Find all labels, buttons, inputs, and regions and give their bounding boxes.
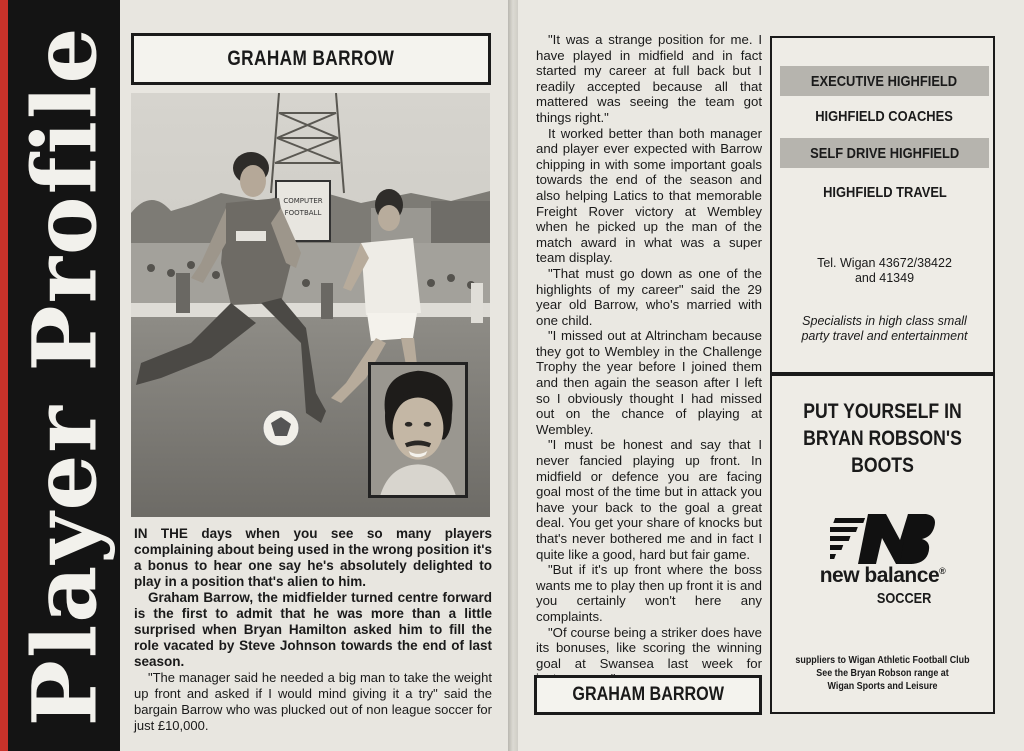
player-name-footer-text: GRAHAM BARROW — [572, 684, 724, 705]
ad-telephone — [772, 256, 997, 286]
body-paragraph-1: "The manager said he needed a big man to take the weight up front and asked if I would mind giving it a try" said the bargain Barrow who was plucked out of non league soccer for just £10,000. — [134, 670, 492, 733]
article-paragraph: "I must be honest and say that I never fancied playing up front. In midfield or defence you are facing goal most of the time but in attack you have your back to the goal a great deal. You get your share of knocks but that's never bothered me and in fact I quite like a good, hard but fair game. — [536, 437, 762, 562]
nb-registered-mark: ® — [939, 566, 946, 576]
sign-text-1: COMPUTER — [283, 197, 323, 205]
ad-specialists-line-2: party travel and entertainment — [801, 329, 968, 343]
article-paragraph: "That must go down as one of the highlights of my career" said the 29 year old Barrow, who's married with one child. — [536, 265, 762, 328]
ad-line-coaches-text: HIGHFIELD COACHES — [815, 107, 954, 125]
intro-paragraph-2: Graham Barrow, the midfielder turned centre forward is the first to admit that he was more than a little surprised when Bryan Hamilton asked him to fill the role vacated by Steve Johnson towards the end of last season. — [134, 590, 492, 669]
ad-line-executive-text: EXECUTIVE HIGHFIELD — [811, 72, 958, 90]
article-paragraph: "But if it's up front where the boss wants me to play then up front it is and you certainly won't here any complaints. — [536, 562, 762, 624]
nb-suppliers-text — [772, 654, 993, 693]
ad-line-selfdrive — [780, 138, 989, 168]
ad-specialists — [772, 314, 997, 344]
portrait-inset — [368, 362, 468, 498]
article-right-column — [536, 32, 762, 687]
player-name-footer — [534, 675, 762, 715]
article-paragraph: "I missed out at Altrincham because they got to Wembley in the Challenge Trophy the year before I joined them and then again the season after I left so I obviously thought I had missed out on the chance of playing at Wembley. — [536, 328, 762, 437]
article-paragraph: It worked better than both manager and player ever expected with Barrow chipping in with some important goals towards the end of the season and also helping Latics to that memorable Freight Rover victory at Wembley when he picked up the man of the match award in what was a super team display. — [536, 125, 762, 266]
article-paragraph: "It was a strange position for me. I have played in midfield and in fact started my career at full back but I readily accepted because all that mattered was seeing the team got things right." — [536, 32, 762, 125]
ad-telephone-line-2: and 41349 — [854, 271, 915, 285]
nb-headline-line-3: BOOTS — [851, 454, 914, 477]
portrait-image — [371, 365, 465, 495]
nb-brand-text: new balance — [819, 564, 940, 587]
ad-line-travel — [780, 178, 989, 206]
nb-soccer-label: SOCCER — [876, 590, 932, 607]
ad-line-executive — [780, 66, 989, 96]
sign-text-2: FOOTBALL — [284, 209, 322, 217]
ad-line-selfdrive-text: SELF DRIVE HIGHFIELD — [809, 144, 960, 162]
nb-headline-line-1: PUT YOURSELF IN — [803, 400, 962, 423]
nb-brand-name — [772, 564, 993, 588]
nb-foot-line-3: Wigan Sports and Leisure — [827, 680, 938, 692]
intro-paragraph-1: IN THE days when you see so many players complaining about being used in the wrong position it's a bonus to hear one say he's absolutely delighted to play in a position that's alien to him. — [134, 526, 492, 589]
player-name-text: GRAHAM BARROW — [227, 47, 395, 70]
new-balance-logo-icon — [830, 510, 935, 568]
nb-foot-line-2: See the Bryan Robson range at — [816, 667, 949, 679]
red-edge-strip — [0, 0, 8, 751]
ad-line-travel-text: HIGHFIELD TRAVEL — [822, 183, 947, 201]
player-name-heading — [131, 33, 491, 85]
article-paragraph: "Of course being a striker does have its bonuses, like scoring the winning goal at Swansea last week for — [536, 624, 762, 671]
side-title — [8, 0, 120, 751]
page-spine — [508, 0, 518, 751]
nb-headline — [772, 398, 993, 479]
ad-specialists-line-1: Specialists in high class small — [802, 314, 967, 328]
ad-line-coaches — [780, 102, 989, 130]
new-balance-advert — [770, 374, 995, 714]
nb-foot-line-1: suppliers to Wigan Athletic Football Club — [795, 654, 970, 666]
article-left-column — [134, 526, 492, 734]
nb-headline-line-2: BRYAN ROBSON'S — [803, 427, 962, 450]
highfield-advert — [770, 36, 995, 374]
side-title-text: Player Profile — [12, 25, 116, 726]
ad-telephone-line-1: Tel. Wigan 43672/38422 — [817, 256, 952, 270]
